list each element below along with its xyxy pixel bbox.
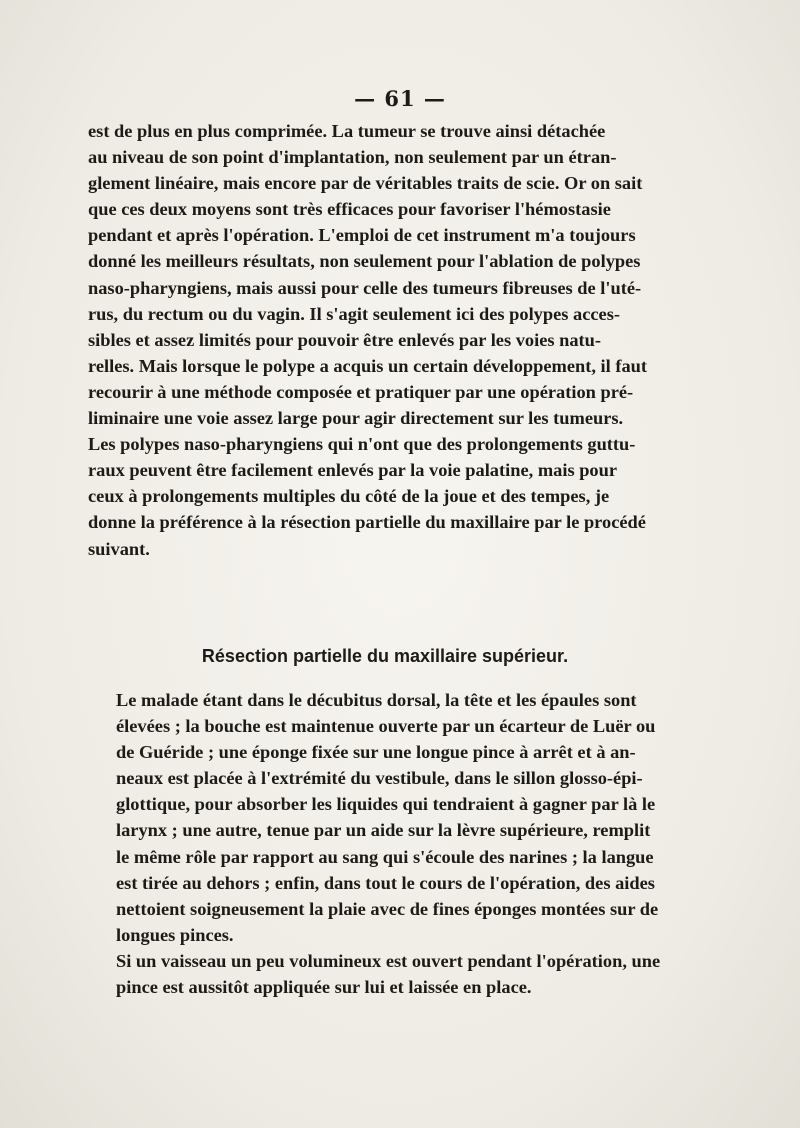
paragraph-procedure	[88, 687, 680, 948]
text-line: longues pinces.	[116, 924, 234, 945]
text-line: Si un vaisseau un peu volumineux est ouvert pendant l'opération, une	[116, 950, 661, 971]
section-heading: Résection partielle du maxillaire supérieur.	[201, 646, 569, 666]
text-line: pince est aussitôt appliquée sur lui et laissée en place.	[116, 977, 532, 998]
text-line: que ces deux moyens sont très efficaces pour favoriser l'hémostasie	[88, 199, 611, 220]
text-line: élevées ; la bouche est maintenue ouverte par un écarteur de Luër ou	[116, 716, 656, 737]
text-line: ceux à prolongements multiples du côté de la joue et des tempes, je	[88, 486, 610, 507]
text-line: Les polypes naso-pharyngiens qui n'ont que des prolongements guttu-	[88, 434, 636, 455]
text-line: suivant.	[88, 538, 150, 559]
text-line: est de plus en plus comprimée. La tumeur se trouve ainsi détachée	[88, 121, 606, 141]
text-line: donne la préférence à la résection partielle du maxillaire par le procédé	[88, 512, 646, 533]
text-line: le même rôle par rapport au sang qui s'écoule des narines ; la langue	[116, 846, 654, 867]
text-line: neaux est placée à l'extrémité du vestibule, dans le sillon glosso-épi-	[116, 768, 643, 789]
body-paragraph	[88, 118, 680, 562]
text-line: recourir à une méthode composée et pratiquer par une opération pré-	[88, 381, 634, 402]
text-line: de Guéride ; une éponge fixée sur une longue pince à arrêt et à an-	[116, 742, 636, 763]
text-line: Le malade étant dans le décubitus dorsal, la tête et les épaules sont	[116, 690, 637, 710]
text-line: donné les meilleurs résultats, non seulement pour l'ablation de polypes	[88, 251, 641, 272]
text-line: est tirée au dehors ; enfin, dans tout le cours de l'opération, des aides	[116, 872, 655, 893]
text-line: au niveau de son point d'implantation, non seulement par un étran-	[88, 147, 617, 168]
paragraph-vessel	[88, 948, 680, 1000]
text-line: larynx ; une autre, tenue par un aide sur la lèvre supérieure, remplit	[116, 820, 651, 841]
text-line: liminaire une voie assez large pour agir directement sur les tumeurs.	[88, 408, 624, 429]
paragraph-continued	[88, 118, 680, 562]
body-section	[88, 687, 680, 1000]
text-line: naso-pharyngiens, mais aussi pour celle des tumeurs fibreuses de l'uté-	[88, 277, 642, 298]
text-line: relles. Mais lorsque le polype a acquis un certain développement, il faut	[88, 355, 648, 376]
text-line: pendant et après l'opération. L'emploi de cet instrument m'a toujours	[88, 225, 636, 246]
text-line: sibles et assez limités pour pouvoir être enlevés par les voies natu-	[88, 329, 602, 350]
page-number: — 61 —	[354, 86, 446, 111]
text-line: nettoient soigneusement la plaie avec de fines éponges montées sur de	[116, 898, 659, 919]
text-line: glottique, pour absorber les liquides qui tendraient à gagner par là le	[116, 794, 656, 815]
text-line: rus, du rectum ou du vagin. Il s'agit seulement ici des polypes acces-	[88, 303, 620, 324]
text-line: raux peuvent être facilement enlevés par la voie palatine, mais pour	[88, 460, 618, 481]
text-line: glement linéaire, mais encore par de véritables traits de scie. Or on sait	[88, 173, 643, 194]
